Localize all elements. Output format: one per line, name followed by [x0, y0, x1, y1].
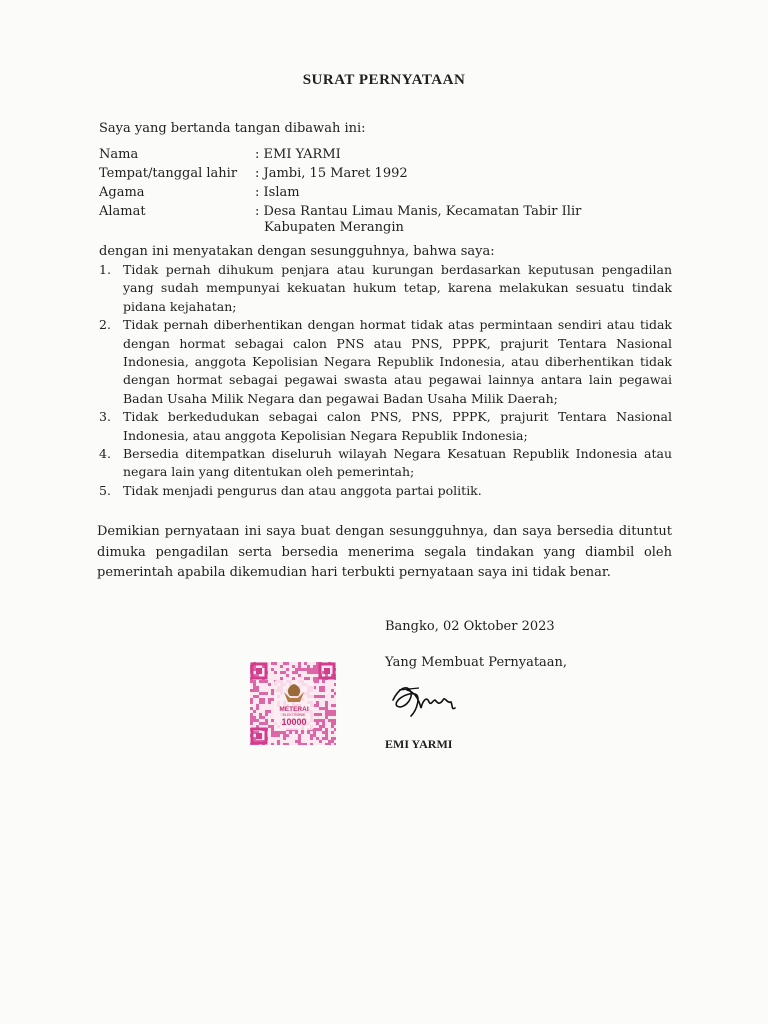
qr-module: [280, 731, 283, 734]
qr-module: [325, 737, 328, 740]
qr-module: [274, 731, 277, 734]
qr-module: [262, 722, 265, 725]
qr-module: [271, 725, 274, 728]
stamp-sublabel: ELEKTRONIK: [282, 713, 306, 717]
qr-module: [325, 734, 328, 737]
qr-module: [253, 686, 256, 689]
identity-row-name: [99, 145, 581, 164]
qr-module: [289, 731, 292, 734]
qr-module: [331, 725, 334, 728]
qr-module: [325, 716, 328, 719]
qr-module: [256, 695, 259, 698]
qr-module: [259, 701, 262, 704]
qr-module: [265, 722, 268, 725]
place-date: Bangko, 02 Oktober 2023: [385, 619, 555, 634]
identity-label: Agama: [99, 185, 145, 200]
qr-module: [250, 707, 253, 710]
qr-module: [328, 710, 331, 713]
qr-module: [262, 680, 265, 683]
list-item-number: 1.: [99, 262, 111, 277]
list-item-number: 5.: [99, 482, 111, 498]
list-item: [99, 261, 672, 316]
qr-module: [259, 713, 262, 716]
qr-module: [298, 674, 301, 677]
qr-module: [283, 731, 286, 734]
qr-module: [328, 743, 331, 745]
qr-module: [334, 713, 336, 716]
list-item-number: 4.: [99, 446, 111, 462]
qr-module: [280, 677, 283, 680]
qr-module: [298, 665, 301, 668]
qr-module: [250, 698, 253, 701]
qr-module: [322, 725, 325, 728]
qr-module: [331, 740, 334, 743]
qr-module: [334, 692, 336, 695]
qr-module: [331, 719, 334, 722]
qr-module: [262, 698, 265, 701]
qr-module: [262, 692, 265, 695]
qr-module: [271, 743, 274, 745]
qr-module: [313, 665, 316, 668]
qr-module: [253, 683, 256, 686]
qr-module: [298, 743, 301, 745]
qr-module: [322, 731, 325, 734]
qr-module: [286, 662, 289, 665]
qr-module: [256, 707, 259, 710]
qr-module: [316, 701, 319, 704]
qr-module: [271, 734, 274, 737]
qr-module: [334, 722, 336, 725]
qr-module: [322, 686, 325, 689]
qr-module: [319, 725, 322, 728]
qr-module: [253, 716, 256, 719]
qr-module: [328, 719, 331, 722]
qr-module: [274, 734, 277, 737]
qr-module: [295, 740, 298, 743]
qr-module: [262, 716, 265, 719]
qr-module: [310, 743, 313, 745]
qr-module: [259, 692, 262, 695]
list-item: [99, 445, 672, 482]
qr-module: [331, 731, 334, 734]
qr-module: [304, 668, 307, 671]
qr-module: [331, 695, 334, 698]
qr-module: [250, 680, 253, 683]
qr-module: [283, 737, 286, 740]
qr-module: [292, 677, 295, 680]
qr-module: [325, 731, 328, 734]
list-item-text: Tidak berkedudukan sebagai calon PNS, PNS, PPPK, prajurit Tentara Nasional Indonesia, atau anggota Kepolisian Negara Republik Indonesia;: [123, 409, 672, 443]
qr-module: [265, 680, 268, 683]
qr-module: [316, 728, 319, 731]
qr-module: [277, 734, 280, 737]
qr-module: [262, 701, 265, 704]
identity-value: : Islam: [255, 185, 300, 200]
qr-module: [328, 740, 331, 743]
qr-module: [301, 743, 304, 745]
qr-module: [283, 671, 286, 674]
qr-module: [277, 740, 280, 743]
identity-label: Nama: [99, 147, 139, 162]
qr-module: [277, 743, 280, 745]
qr-module: [250, 713, 253, 716]
qr-module: [307, 671, 310, 674]
intro-text: Saya yang bertanda tangan dibawah ini:: [99, 121, 366, 136]
list-item-text: Bersedia ditempatkan diseluruh wilayah Negara Kesatuan Republik Indonesia atau negara lain yang ditentukan oleh pemerintah;: [123, 446, 672, 480]
qr-module: [268, 710, 271, 713]
qr-module: [253, 695, 256, 698]
qr-module: [307, 668, 310, 671]
qr-module: [298, 734, 301, 737]
qr-module: [316, 713, 319, 716]
qr-module: [313, 677, 316, 680]
qr-module: [319, 695, 322, 698]
qr-module: [277, 731, 280, 734]
declaration-intro: dengan ini menyatakan dengan sesungguhnya, bahwa saya:: [99, 244, 495, 259]
qr-module: [304, 662, 307, 665]
document-title: SURAT PERNYATAAN: [302, 72, 466, 88]
qr-module: [316, 719, 319, 722]
qr-module: [265, 719, 268, 722]
qr-module: [328, 713, 331, 716]
qr-module: [250, 701, 253, 704]
qr-module: [316, 680, 319, 683]
qr-module: [271, 692, 274, 695]
qr-module: [322, 695, 325, 698]
qr-module: [271, 689, 274, 692]
signature: [385, 670, 460, 725]
statement-list: [99, 261, 672, 500]
qr-module: [331, 722, 334, 725]
list-item-text: Tidak menjadi pengurus dan atau anggota partai politik.: [123, 482, 482, 498]
qr-module: [313, 668, 316, 671]
qr-module: [265, 692, 268, 695]
qr-module: [259, 716, 262, 719]
qr-module: [250, 716, 253, 719]
qr-module: [271, 698, 274, 701]
qr-module: [334, 704, 336, 707]
qr-module: [307, 665, 310, 668]
identity-label: Alamat: [99, 204, 146, 219]
qr-module: [295, 731, 298, 734]
qr-module: [331, 689, 334, 692]
qr-module: [319, 686, 322, 689]
qr-module: [298, 662, 301, 665]
list-item-number: 3.: [99, 409, 111, 425]
qr-module: [268, 698, 271, 701]
qr-module: [310, 734, 313, 737]
identity-table: [99, 145, 581, 221]
identity-row-religion: [99, 183, 581, 202]
qr-module: [322, 722, 325, 725]
qr-module: [319, 728, 322, 731]
qr-module: [298, 740, 301, 743]
identity-row-birth: [99, 164, 581, 183]
qr-module: [322, 719, 325, 722]
qr-module: [334, 728, 336, 731]
maker-label: Yang Membuat Pernyataan,: [385, 655, 568, 670]
qr-module: [286, 668, 289, 671]
list-item: [99, 316, 672, 408]
qr-module: [292, 671, 295, 674]
qr-module: [322, 707, 325, 710]
qr-module: [310, 671, 313, 674]
identity-value: : EMI YARMI: [255, 147, 341, 162]
qr-module: [271, 662, 274, 665]
qr-module: [253, 680, 256, 683]
qr-module: [331, 710, 334, 713]
qr-module: [319, 707, 322, 710]
qr-module: [256, 686, 259, 689]
identity-value: : Desa Rantau Limau Manis, Kecamatan Tabir Ilir: [255, 204, 582, 219]
qr-module: [313, 671, 316, 674]
qr-module: [268, 701, 271, 704]
qr-module: [268, 683, 271, 686]
qr-module: [265, 710, 268, 713]
qr-module: [304, 743, 307, 745]
qr-module: [283, 743, 286, 745]
signer-name: EMI YARMI: [385, 737, 453, 751]
stamp-value: 10000: [281, 717, 307, 727]
list-item: [99, 482, 672, 500]
qr-module: [313, 731, 316, 734]
qr-module: [319, 689, 322, 692]
qr-module: [319, 740, 322, 743]
qr-module: [253, 710, 256, 713]
qr-module: [256, 704, 259, 707]
qr-module: [325, 710, 328, 713]
qr-module: [271, 728, 274, 731]
qr-module: [322, 689, 325, 692]
qr-module: [319, 719, 322, 722]
qr-module: [286, 743, 289, 745]
qr-module: [304, 677, 307, 680]
qr-module: [271, 731, 274, 734]
identity-value: : Jambi, 15 Maret 1992: [255, 166, 408, 181]
identity-label: Tempat/tanggal lahir: [99, 166, 238, 181]
qr-module: [331, 737, 334, 740]
qr-module: [280, 665, 283, 668]
qr-module: [307, 677, 310, 680]
list-item-text: Tidak pernah dihukum penjara atau kurungan berdasarkan keputusan pengadilan yang sudah mempunyai kekuatan hukum tetap, karena melakukan sesuatu tindak pidana kejahatan;: [123, 262, 672, 314]
qr-module: [256, 719, 259, 722]
qr-module: [256, 689, 259, 692]
qr-module: [322, 680, 325, 683]
qr-module: [319, 713, 322, 716]
qr-module: [316, 704, 319, 707]
qr-module: [295, 671, 298, 674]
qr-module: [253, 689, 256, 692]
qr-module: [274, 671, 277, 674]
qr-module: [307, 731, 310, 734]
qr-module: [325, 743, 328, 745]
qr-module: [259, 680, 262, 683]
qr-module: [298, 668, 301, 671]
closing-paragraph: Demikian pernyataan ini saya buat dengan sesungguhnya, dan saya bersedia dituntut dimuka pengadilan serta bersedia menerima segala tindakan yang diambil oleh pemerintah apabila dikemudian hari terbukti pernyataan saya ini tidak benar.: [97, 524, 672, 580]
e-meterai-stamp-icon: [250, 662, 336, 745]
qr-module: [325, 728, 328, 731]
qr-module: [271, 668, 274, 671]
qr-module: [322, 737, 325, 740]
qr-module: [253, 719, 256, 722]
qr-module: [265, 713, 268, 716]
qr-module: [325, 704, 328, 707]
qr-module: [274, 662, 277, 665]
qr-module: [301, 668, 304, 671]
qr-module: [334, 683, 336, 686]
qr-module: [334, 719, 336, 722]
qr-module: [283, 662, 286, 665]
qr-module: [331, 713, 334, 716]
list-item: [99, 408, 672, 445]
qr-module: [313, 734, 316, 737]
qr-module: [316, 737, 319, 740]
qr-module: [259, 698, 262, 701]
qr-module: [280, 671, 283, 674]
qr-module: [334, 737, 336, 740]
qr-module: [250, 722, 253, 725]
qr-module: [286, 734, 289, 737]
qr-module: [310, 668, 313, 671]
qr-module: [250, 719, 253, 722]
qr-module: [334, 743, 336, 745]
qr-module: [295, 668, 298, 671]
qr-module: [310, 737, 313, 740]
qr-module: [292, 665, 295, 668]
qr-module: [301, 731, 304, 734]
qr-module: [316, 722, 319, 725]
stamp-label: METERAI: [279, 706, 309, 713]
qr-module: [259, 722, 262, 725]
qr-module: [286, 674, 289, 677]
qr-module: [298, 737, 301, 740]
qr-module: [334, 710, 336, 713]
identity-row-address: [99, 202, 581, 221]
qr-module: [268, 725, 271, 728]
address-continuation: Kabupaten Merangin: [264, 220, 404, 235]
qr-module: [325, 713, 328, 716]
qr-module: [283, 734, 286, 737]
qr-module: [331, 704, 334, 707]
qr-module: [325, 701, 328, 704]
qr-module: [316, 695, 319, 698]
list-item-text: Tidak pernah diberhentikan dengan hormat tidak atas permintaan sendiri atau tidak dengan hormat sebagai calon PNS atau PNS, PPPK, prajurit Tentara Nasional Indonesia, anggota Kepolisian Negara Republik Indonesia, atau diberhentikan tidak dengan hormat sebagai pegawai swasta atau pegawai lainnya antara lain pegawai Badan Usaha Milik Negara dan pegawai Badan Usaha Milik Daerah;: [123, 317, 672, 406]
qr-module: [271, 719, 274, 722]
list-item-number: 2.: [99, 317, 111, 333]
qr-module: [250, 689, 253, 692]
qr-module: [325, 707, 328, 710]
